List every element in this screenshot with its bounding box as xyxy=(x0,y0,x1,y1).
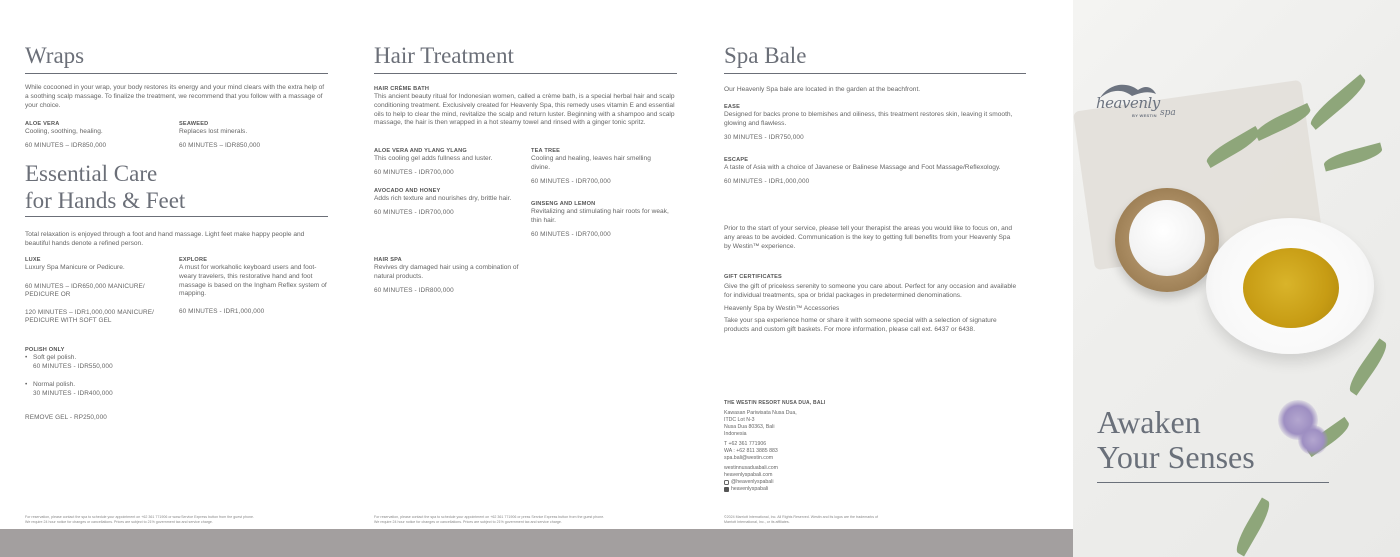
resort-name: THE WESTIN RESORT NUSA DUA, BALI xyxy=(724,400,826,406)
bale-title: Spa Bale xyxy=(724,43,807,68)
fine-print-line: For reservation, please contact the spa to schedule your appointment on +62 361 771906 or www.Service Express button from the guest phone. xyxy=(25,515,255,519)
ease-label: EASE xyxy=(724,104,741,110)
leaf-decoration xyxy=(1322,142,1384,171)
escape-price: 60 MINUTES - IDR1,000,000 xyxy=(724,177,810,185)
gift-section xyxy=(724,273,1019,335)
hair-item-price: 60 MINUTES - IDR800,000 xyxy=(374,286,454,294)
fine-print-line: ©2024 Marriott International, Inc. All Rights Reserved. Westin and its logos are the trademarks of xyxy=(724,515,878,519)
gift-p3: Take your spa experience home or share it with someone special with a selection of signature products and custom gift baskets. For more information, please call ext. 6437 or 6438. xyxy=(724,317,997,334)
fine-print-left xyxy=(25,515,328,524)
hair-rule xyxy=(374,73,677,74)
hair-column xyxy=(374,0,677,528)
essential-explore xyxy=(179,256,328,317)
hair-item-price: 60 MINUTES - IDR700,000 xyxy=(374,208,454,216)
ease-desc: Designed for backs prone to blemishes and oiliness, this treatment restores skin, leaving it smooth, glowing and flawless. xyxy=(724,111,1013,127)
website-link[interactable]: westinnusaduabali.com xyxy=(724,465,778,471)
email-link[interactable]: spa.bali@westin.com xyxy=(724,455,774,461)
service-note: Prior to the start of your service, please tell your therapist the areas you would like to focus on, and any areas to be avoided. Communication is the key to getting full benefits from your Heavenly Spa by Westin™ experience. xyxy=(724,225,1013,250)
facebook-link[interactable] xyxy=(724,486,924,493)
logo-spa: spa xyxy=(1160,108,1176,118)
resort-contact xyxy=(724,399,924,493)
escape-desc: A taste of Asia with a choice of Javanese or Balinese Massage and Foot Massage/Reflexology. xyxy=(724,164,1001,171)
hair-item-price: 60 MINUTES - IDR700,000 xyxy=(531,177,611,185)
website-link[interactable]: heavenlyspabali.com xyxy=(724,472,773,478)
hair-item-label: TEA TREE xyxy=(531,148,561,154)
escape-label: ESCAPE xyxy=(724,157,749,163)
leaf-decoration xyxy=(1307,74,1370,130)
address-line: Indonesia xyxy=(724,431,747,437)
hair-item-label: ALOE VERA AND YLANG YLANG xyxy=(374,148,467,154)
wrap-item-label: ALOE VERA xyxy=(25,121,60,127)
luxe-price-2: 120 MINUTES – IDR1,000,000 MANICURE/ PEDICURE WITH SOFT GEL xyxy=(25,308,154,325)
hair-item-desc: Revitalizing and stimulating hair roots for weak, thin hair. xyxy=(531,208,669,224)
address-line: Nusa Dua 80363, Bali xyxy=(724,424,775,430)
facebook-handle: heavenlyspabali xyxy=(731,486,769,492)
wraps-title: Wraps xyxy=(25,43,85,68)
essential-title xyxy=(25,160,185,214)
essential-intro: Total relaxation is enjoyed through a foot and hand massage. Light feet make happy people and beautiful hands denote a refined person. xyxy=(25,231,305,247)
logo-wordmark: heavenly xyxy=(1096,94,1160,112)
bale-ease xyxy=(724,103,1014,142)
facebook-icon xyxy=(724,487,729,492)
hair-item-desc: This cooling gel adds fullness and luster. xyxy=(374,155,493,162)
explore-price: 60 MINUTES - IDR1,000,000 xyxy=(179,308,265,316)
polish-section xyxy=(25,346,225,422)
creme-label: HAIR CRÈME BATH xyxy=(374,86,430,92)
hair-item-ginseng xyxy=(531,200,671,239)
massage-oil xyxy=(1243,248,1339,328)
hair-item-label: GINSENG AND LEMON xyxy=(531,201,596,207)
luxe-desc: Luxury Spa Manicure or Pedicure. xyxy=(25,264,125,271)
wrap-item-label: SEAWEED xyxy=(179,121,209,127)
headline-line1: Awaken xyxy=(1097,404,1201,440)
explore-label: EXPLORE xyxy=(179,257,208,263)
polish-item-price: 60 MINUTES - IDR550,000 xyxy=(33,362,113,370)
bale-rule xyxy=(724,73,1026,74)
hair-item-desc: Cooling and healing, leaves hair smelling divine. xyxy=(531,155,651,171)
luxe-price-1: 60 MINUTES – IDR650,000 MANICURE/ PEDICURE OR xyxy=(25,282,145,299)
hair-item-desc: Adds rich texture and nourishes dry, brittle hair. xyxy=(374,195,512,202)
bale-escape xyxy=(724,156,1026,186)
address-line: Kawasan Pariwisata Nusa Dua, xyxy=(724,410,797,416)
gift-label: GIFT CERTIFICATES xyxy=(724,274,782,280)
essential-luxe xyxy=(25,256,165,326)
wraps-intro: While cocooned in your wrap, your body restores its energy and your mind clears with the extra help of a soothing scalp massage. To finalize the treatment, we recommend that you follow with a massage of your choice. xyxy=(25,84,325,109)
hair-creme xyxy=(374,85,677,128)
gift-p1: Give the gift of priceless serenity to someone you care about. Perfect for any occasion and available for individual treatments, spa or bridal packages in predetermined denominations. xyxy=(724,283,1017,299)
phone-number: T +62 361 771906 xyxy=(724,441,767,447)
list-item xyxy=(25,354,225,371)
luxe-label: LUXE xyxy=(25,257,41,263)
polish-item-price: 30 MINUTES - IDR400,000 xyxy=(33,390,113,398)
hair-item-teatree xyxy=(531,147,671,186)
whatsapp-number: WA : +62 811 3885 883 xyxy=(724,448,778,454)
list-item xyxy=(25,381,225,398)
hair-item-aloe xyxy=(374,147,522,177)
polish-item-name: • Normal polish. xyxy=(33,381,76,389)
bale-column xyxy=(724,0,1026,528)
polish-item-name: • Soft gel polish. xyxy=(33,354,77,361)
address-line: ITDC Lot N-3 xyxy=(724,417,755,423)
footer-band xyxy=(0,529,1073,557)
fine-print-line: We require 24 hour notice for changes or cancellations. Prices are subject to 21% government tax and service charge. xyxy=(25,519,213,524)
fine-print-mid xyxy=(374,515,677,524)
fine-print-line: We require 24 hour notice for changes or cancellations. Prices are subject to 21% government tax and service charge. xyxy=(374,519,562,524)
bale-intro: Our Heavenly Spa bale are located in the garden at the beachfront. xyxy=(724,86,921,93)
wrap-item-price: 60 MINUTES – IDR850,000 xyxy=(179,141,261,149)
wrap-item-desc: Replaces lost minerals. xyxy=(179,128,248,135)
essential-title-line1: Essential Care xyxy=(25,161,158,186)
sea-salt xyxy=(1129,200,1205,276)
wrap-item-seaweed xyxy=(179,120,319,150)
wrap-item-desc: Cooling, soothing, healing. xyxy=(25,128,103,135)
fine-print-line: Marriott International, Inc., or its affiliates. xyxy=(724,519,790,524)
hair-item-label: HAIR SPA xyxy=(374,257,402,263)
ease-price: 30 MINUTES - IDR750,000 xyxy=(724,133,804,141)
hair-item-label: AVOCADO AND HONEY xyxy=(374,188,441,194)
leaf-decoration xyxy=(1345,338,1391,395)
creme-desc: This ancient beauty ritual for Indonesian women, called a crème bath, is a special herbal hair and scalp conditioning treatment. Exclusively created for Heavenly Spa, this remedy uses vitamin E and essential oils to help to clear the mind, revitalize the scalp and return luster. Beginning with a shampoo and scalp massage, the hair is then wrapped in a hot steamy towel and rinsed with a ginger tonic spritz. xyxy=(374,93,675,127)
hair-item-price: 60 MINUTES - IDR700,000 xyxy=(374,168,454,176)
headline-rule xyxy=(1097,482,1329,483)
fine-print-right xyxy=(724,515,1026,524)
hair-item-avocado xyxy=(374,187,514,217)
fine-print-line: For reservation, please contact the spa to schedule your appointment on +62 361 771906 or press Service Express button from the guest phone. xyxy=(374,515,605,519)
instagram-handle: @heavenlyspabali xyxy=(731,479,774,485)
leaf-decoration xyxy=(1232,498,1274,557)
wraps-rule xyxy=(25,73,328,74)
hair-item-desc: Revives dry damaged hair using a combination of natural products. xyxy=(374,264,519,280)
polish-label: POLISH ONLY xyxy=(25,347,65,353)
wraps-column xyxy=(25,0,328,528)
heavenly-spa-logo xyxy=(1096,80,1178,126)
logo-byline: BY WESTIN xyxy=(1132,113,1157,118)
essential-rule xyxy=(25,216,328,217)
gift-p2: Heavenly Spa by Westin™ Accessories xyxy=(724,304,840,312)
hair-item-price: 60 MINUTES - IDR700,000 xyxy=(531,230,611,238)
wrap-item-price: 60 MINUTES – IDR850,000 xyxy=(25,141,107,149)
hair-item-spa xyxy=(374,256,524,295)
hair-title: Hair Treatment xyxy=(374,43,514,68)
cover-headline xyxy=(1097,405,1329,475)
essential-title-line2: for Hands & Feet xyxy=(25,188,186,213)
wrap-item-aloe xyxy=(25,120,165,150)
explore-desc: A must for workaholic keyboard users and foot-weary travelers, this restorative hand and foot massage is based on the Ingham Reflex system of mapping. xyxy=(179,264,327,298)
remove-gel-price: REMOVE GEL - RP250,000 xyxy=(25,413,107,421)
instagram-link[interactable] xyxy=(724,479,924,486)
headline-line2: Your Senses xyxy=(1097,439,1255,475)
instagram-icon xyxy=(724,480,729,485)
